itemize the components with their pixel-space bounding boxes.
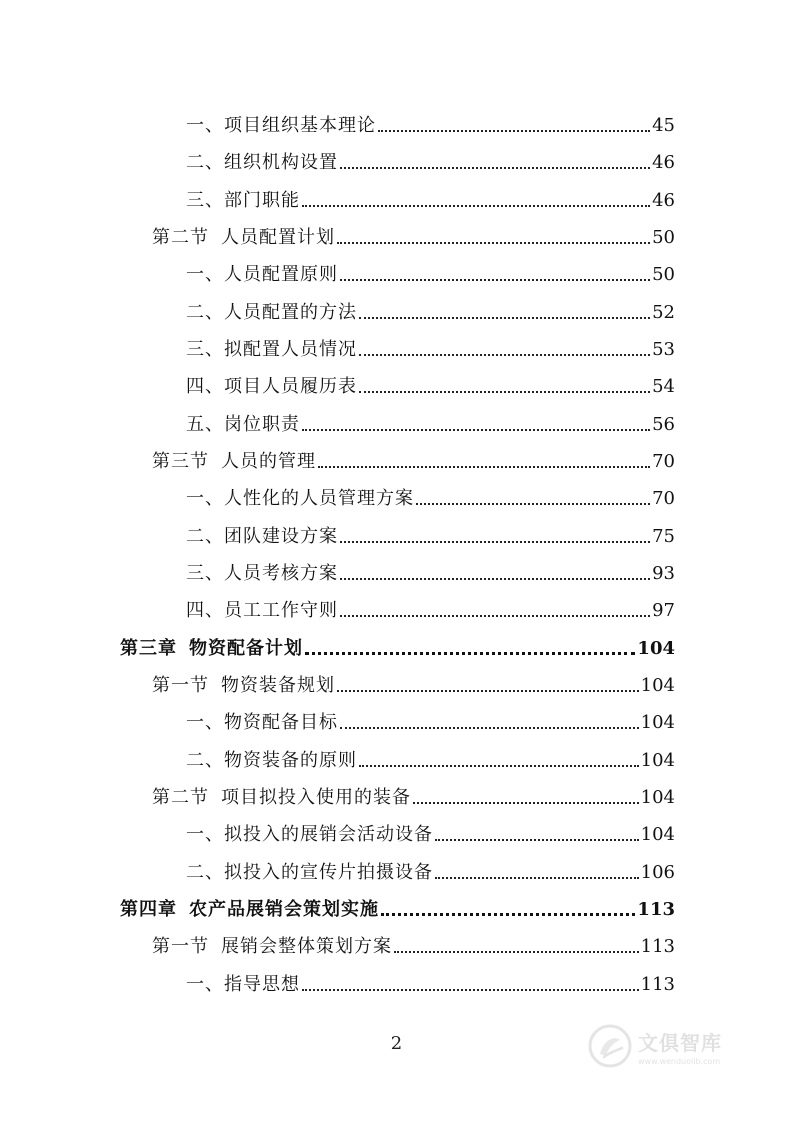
toc-entry-page: 104 bbox=[640, 787, 675, 808]
toc-entry-title: 团队建设方案 bbox=[224, 526, 338, 547]
toc-dot-leader bbox=[337, 242, 650, 244]
toc-entry-page: 75 bbox=[652, 526, 675, 547]
toc-entry-prefix: 二、 bbox=[186, 302, 224, 323]
toc-entry-page: 97 bbox=[652, 600, 675, 621]
toc-entry[interactable] bbox=[186, 697, 675, 734]
toc-entry[interactable] bbox=[186, 585, 675, 622]
watermark-url: www.wenduolib.com bbox=[638, 1056, 721, 1066]
toc-entry-title: 人员的管理 bbox=[221, 451, 316, 472]
toc-dot-leader bbox=[394, 951, 639, 953]
toc-entry-prefix: 四、 bbox=[186, 600, 224, 621]
toc-entry-title: 拟投入的宣传片拍摄设备 bbox=[224, 862, 433, 883]
toc-dot-leader bbox=[359, 317, 650, 319]
toc-entry-prefix: 四、 bbox=[186, 376, 224, 397]
toc-entry-page: 104 bbox=[640, 712, 675, 733]
toc-entry-page: 56 bbox=[652, 414, 675, 435]
toc-entry-title: 物资装备的原则 bbox=[224, 750, 357, 771]
toc-entry-title: 人员配置的方法 bbox=[224, 302, 357, 323]
toc-entry-title: 员工工作守则 bbox=[224, 600, 338, 621]
toc-dot-leader bbox=[416, 503, 650, 505]
toc-entry-page: 50 bbox=[652, 227, 675, 248]
toc-entry-page: 93 bbox=[652, 563, 675, 584]
toc-entry-prefix: 一、 bbox=[186, 488, 224, 509]
toc-entry-page: 104 bbox=[637, 638, 675, 659]
toc-entry[interactable] bbox=[186, 809, 675, 846]
toc-entry-page: 70 bbox=[652, 488, 675, 509]
toc-entry[interactable] bbox=[120, 623, 675, 660]
toc-entry-title: 组织机构设置 bbox=[224, 152, 338, 173]
toc-entry-page: 104 bbox=[640, 675, 675, 696]
toc-entry-page: 70 bbox=[652, 451, 675, 472]
toc-dot-leader bbox=[340, 578, 650, 580]
toc-dot-leader bbox=[318, 466, 650, 468]
toc-entry-prefix: 第二节 bbox=[152, 227, 209, 248]
toc-entry[interactable] bbox=[186, 473, 675, 510]
toc-entry-prefix: 二、 bbox=[186, 526, 224, 547]
toc-entry-title: 人员考核方案 bbox=[224, 563, 338, 584]
toc-entry[interactable] bbox=[186, 100, 675, 137]
toc-entry-prefix: 一、 bbox=[186, 115, 224, 136]
toc-entry-page: 53 bbox=[652, 339, 675, 360]
toc-dot-leader bbox=[359, 391, 650, 393]
toc-dot-leader bbox=[305, 652, 635, 655]
toc-dot-leader bbox=[340, 727, 639, 729]
toc-entry[interactable] bbox=[152, 772, 675, 809]
toc-entry-prefix: 五、 bbox=[186, 414, 224, 435]
toc-entry[interactable] bbox=[186, 324, 675, 361]
toc-dot-leader bbox=[340, 615, 650, 617]
toc-entry-page: 50 bbox=[652, 264, 675, 285]
toc-entry-title: 拟配置人员情况 bbox=[224, 339, 357, 360]
toc-entry-prefix: 第四章 bbox=[120, 899, 177, 920]
toc-entry-prefix: 第一节 bbox=[152, 936, 209, 957]
toc-entry-page: 113 bbox=[640, 936, 675, 957]
toc-entry-title: 岗位职责 bbox=[224, 414, 300, 435]
toc-entry-prefix: 第三章 bbox=[120, 638, 177, 659]
toc-entry[interactable] bbox=[152, 212, 675, 249]
toc-entry[interactable] bbox=[186, 399, 675, 436]
toc-entry-prefix: 一、 bbox=[186, 974, 224, 995]
toc-entry-prefix: 第三节 bbox=[152, 451, 209, 472]
toc-entry-page: 54 bbox=[652, 376, 675, 397]
toc-entry[interactable] bbox=[186, 287, 675, 324]
toc-dot-leader bbox=[378, 130, 650, 132]
toc-entry-page: 106 bbox=[640, 862, 675, 883]
toc-entry-title: 项目拟投入使用的装备 bbox=[221, 787, 411, 808]
toc-entry-prefix: 三、 bbox=[186, 563, 224, 584]
toc-entry-title: 人员配置计划 bbox=[221, 227, 335, 248]
toc-entry-title: 物资装备规划 bbox=[221, 675, 335, 696]
toc-entry[interactable] bbox=[186, 361, 675, 398]
toc-dot-leader bbox=[302, 989, 639, 991]
toc-entry-prefix: 第一节 bbox=[152, 675, 209, 696]
toc-entry[interactable] bbox=[186, 137, 675, 174]
toc-entry[interactable] bbox=[186, 249, 675, 286]
toc-entry[interactable] bbox=[120, 884, 675, 921]
toc-entry-page: 46 bbox=[652, 152, 675, 173]
toc-entry-page: 46 bbox=[652, 190, 675, 211]
toc-dot-leader bbox=[381, 913, 635, 916]
toc-dot-leader bbox=[337, 690, 639, 692]
toc-dot-leader bbox=[413, 802, 639, 804]
toc-entry-page: 52 bbox=[652, 302, 675, 323]
toc-entry-page: 104 bbox=[640, 824, 675, 845]
toc-entry[interactable] bbox=[186, 511, 675, 548]
toc-entry-prefix: 二、 bbox=[186, 862, 224, 883]
toc-dot-leader bbox=[340, 541, 650, 543]
toc-entry-title: 人员配置原则 bbox=[224, 264, 338, 285]
toc-entry-page: 104 bbox=[640, 750, 675, 771]
toc-entry-title: 部门职能 bbox=[224, 190, 300, 211]
toc-entry[interactable] bbox=[152, 921, 675, 958]
toc-entry[interactable] bbox=[186, 959, 675, 996]
toc-entry[interactable] bbox=[186, 735, 675, 772]
toc-entry-title: 指导思想 bbox=[224, 974, 300, 995]
toc-entry-title: 人性化的人员管理方案 bbox=[224, 488, 414, 509]
watermark-logo-icon bbox=[588, 1024, 632, 1068]
watermark-name: 文俱智库 bbox=[638, 1030, 722, 1055]
toc-entry-prefix: 二、 bbox=[186, 750, 224, 771]
toc-dot-leader bbox=[435, 877, 639, 879]
toc-entry-page: 45 bbox=[652, 115, 675, 136]
toc-entry-page: 113 bbox=[637, 899, 675, 920]
toc-entry-prefix: 三、 bbox=[186, 339, 224, 360]
toc-entry[interactable] bbox=[186, 175, 675, 212]
toc-dot-leader bbox=[359, 354, 650, 356]
watermark bbox=[588, 1018, 758, 1074]
toc-entry[interactable] bbox=[152, 436, 675, 473]
toc-entry-title: 展销会整体策划方案 bbox=[221, 936, 392, 957]
toc-entry-prefix: 第二节 bbox=[152, 787, 209, 808]
toc-entry-title: 物资配备目标 bbox=[224, 712, 338, 733]
toc-dot-leader bbox=[340, 167, 650, 169]
toc-dot-leader bbox=[302, 205, 650, 207]
toc-dot-leader bbox=[359, 765, 639, 767]
toc-dot-leader bbox=[340, 279, 650, 281]
toc-entry-prefix: 一、 bbox=[186, 712, 224, 733]
toc-entry-prefix: 一、 bbox=[186, 264, 224, 285]
toc-entry-prefix: 二、 bbox=[186, 152, 224, 173]
toc-entry-page: 113 bbox=[640, 974, 675, 995]
toc-entry-title: 农产品展销会策划实施 bbox=[189, 899, 379, 920]
toc-entry-title: 项目人员履历表 bbox=[224, 376, 357, 397]
toc-dot-leader bbox=[302, 429, 650, 431]
toc-entry-title: 物资配备计划 bbox=[189, 638, 303, 659]
toc-entry[interactable] bbox=[152, 660, 675, 697]
toc-entry-prefix: 一、 bbox=[186, 824, 224, 845]
page-number: 2 bbox=[390, 1033, 403, 1054]
toc-entry-prefix: 三、 bbox=[186, 190, 224, 211]
toc-entry[interactable] bbox=[186, 847, 675, 884]
toc-entry-title: 拟投入的展销会活动设备 bbox=[224, 824, 433, 845]
toc-entry-title: 项目组织基本理论 bbox=[224, 115, 376, 136]
toc-dot-leader bbox=[435, 839, 639, 841]
toc-entry[interactable] bbox=[186, 548, 675, 585]
